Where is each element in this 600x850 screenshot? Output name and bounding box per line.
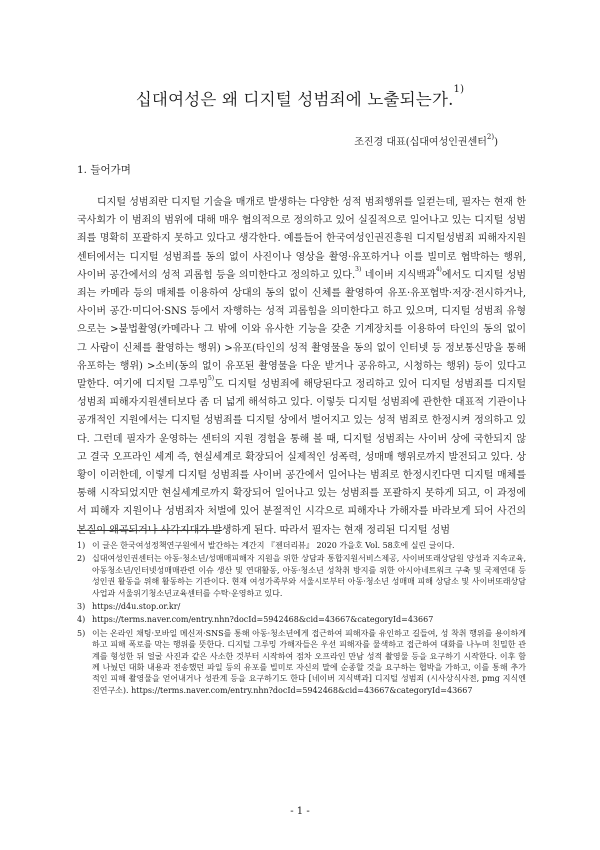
footnote-number: 1)	[77, 541, 86, 550]
body-text-2: 네이버 지식백과	[361, 269, 436, 281]
title-text: 십대여성은 왜 디지털 성범죄에 노출되는가.	[135, 90, 454, 109]
footnote-3	[77, 601, 526, 612]
footnote-number: 3)	[77, 602, 86, 612]
footnotes-list	[77, 540, 526, 696]
author-suffix: )	[494, 137, 498, 148]
footnote-text: 십대여성인권센터는 아동·청소년/성매매피해자 지원을 위한 상담과 통합지원서비스제공, 사이버또래상담원 양성과 지속교육, 아동청소년/인터넷성매매관련 이슈 생산 및 연대활동, 아동·청소년 성착취 방지를 위한 아시아네트워크 구축 및 국제연대 등 성인권 활동을 위해 활동하는 기관이다. 현재 여성가족부와 서울시로부터 아동·청소년 성매매 피해 상담소 및 사이버또래상담사업과 서울위기청소년교육센터를 수탁·운영하고 있다.	[92, 554, 526, 598]
footnote-text: 이는 온라인 채팅·모바일 메신저·SNS를 통해 아동·청소년에게 접근하여 피해자를 유인하고 길들여, 성 착취 행위를 용이하게 하고 피해 폭로를 막는 행위를 뜻한다. 디지털 그루밍 가해자들은 우선 피해자를 물색하고 접근하여 대화를 나누며 친밀한 관계를 형성한 뒤 얼굴 사진과 같은 사소한 것부터 시작하여 점차 오프라인 만남 성적 촬영물 등을 요구하기 시작한다. 이후 함께 나눴던 대화 내용과 전송했던 파일 등의 유포를 빌미로 자신의 말에 순종할 것을 요구하는 협박을 가하고, 이를 통해 추가적인 피해 촬영물을 얻어내거나 성관계 등을 요구하기도 한다 [네이버 지식백과] 디지털 성범죄 (시사상식사전, pmg 지식엔진연구소). https://terms.naver.com/entry.nhn?docId=5942468&cid=43667&categoryId=43667	[92, 628, 526, 695]
author-text: 조진경 대표(십대여성인권센터	[354, 137, 487, 148]
footnote-number: 5)	[77, 628, 86, 638]
body-text-3: 에서도 디지털 성범죄는 카메라 등의 매체를 이용하여 상대의 동의 없이 신체를 촬영하여 유포·유포협박·저장·전시하거나, 사이버 공간·미디어·SNS 등에서 자행하는 성적 괴롭힘을 의미한다고 하고 있으며, 디지털 성범죄 유형으로는 >불법촬영(카메라나 그 밖에 이와 유사한 기능을 갖춘 기계장치를 이용하여 타인의 동의 없이 그 사람이 신체를 촬영하는 행위) >유포(타인의 성적 촬영물을 동의 없이 인터넷 등 정보통신망을 통해 유포하는 행위) >소비(동의 없이 유포된 촬영물을 다운 받거나 공유하고, 시청하는 행위) 등이 있다고 말한다. 여기에 디지털 그루밍	[77, 269, 526, 391]
document-title	[0, 86, 600, 110]
footnote-text: 이 글은 한국여성정책연구원에서 발간하는 계간지 『젠더리뷰』 2020 가을호 Vol. 58호에 실린 글이다.	[92, 541, 455, 550]
footnote-4	[77, 614, 526, 625]
author-line	[354, 133, 498, 148]
footnote-number: 4)	[77, 615, 86, 625]
footnote-number: 2)	[77, 554, 86, 564]
footnote-5	[77, 628, 526, 696]
footnote-ref-4: 4)	[435, 265, 442, 273]
page-number: - 1 -	[290, 806, 310, 817]
body-text-1: 디지털 성범죄란 디지털 기술을 매개로 발생하는 다양한 성적 범죄행위를 일컫는데, 필자는 현재 한국사회가 이 범죄의 범위에 대해 매우 협의적으로 정의하고 있어 실질적으로 일어나고 있는 디지털 성범죄를 명확히 포괄하지 못하고 있다고 생각한다. 예를들어 한국여성인권진흥원 디지털성범죄 피해자지원센터에서는 디지털 성범죄를 동의 없이 사진이나 영상을 촬영·유포하거나 이를 빌미로 협박하는 행위, 사이버 공간에서의 성적 괴롭힘 등을 의미한다고 정의하고 있다.	[77, 197, 526, 281]
footnote-link[interactable]: https://terms.naver.com/entry.nhn?docId=5942468&cid=43667&categoryId=43667	[92, 615, 434, 625]
footnote-link[interactable]: https://d4u.stop.or.kr/	[92, 602, 181, 612]
footnote-ref-3: 3)	[355, 265, 362, 273]
section-heading: 1. 들어가며	[77, 164, 131, 176]
footnote-divider	[77, 530, 222, 531]
author-footnote-ref: 2)	[486, 133, 495, 141]
title-footnote-ref: 1)	[453, 84, 465, 95]
footnote-ref-5: 5)	[207, 375, 215, 383]
footnote-2	[77, 553, 526, 599]
body-paragraph	[77, 194, 526, 540]
footnote-1	[77, 540, 526, 551]
body-text-4: 도 디지털 성범죄에 해당된다고 정리하고 있어 디지털 성범죄를 디지털성범죄 피해자지원센터보다 좀 더 넓게 해석하고 있다. 이렇듯 디지털 성범죄에 관한한 대표적 기관이나 공개적인 지원에서는 디지털 성범죄를 디지털 상에서 벌어지고 있는 성적 범죄로 한정시켜 정의하고 있다. 그런데 필자가 운영하는 센터의 지원 경험을 통해 볼 때, 디지털 성범죄는 사이버 상에 국한되지 않고 결국 오프라인 세계 즉, 현실세계로 확장되어 실제적인 성폭력, 성매매 행위로까지 발전되고 있다. 상황이 이러한데, 이렇게 디지털 성범죄를 사이버 공간에서 일어나는 범죄로 한정시킨다면 디지털 매체를 통해 시작되었지만 현실세계로까지 확장되어 일어나고 있는 성범죄를 포괄하지 못하게 되고, 이 과정에서 피해자 지원이나 성범죄자 처벌에 있어 분절적인 시각으로 피해자나 가해자를 바라보게 되어 사건의 본질이 왜곡되거나 사각지대가 발생하게 된다. 따라서 필자는 현재 정리된 디지털 성범	[77, 379, 526, 536]
